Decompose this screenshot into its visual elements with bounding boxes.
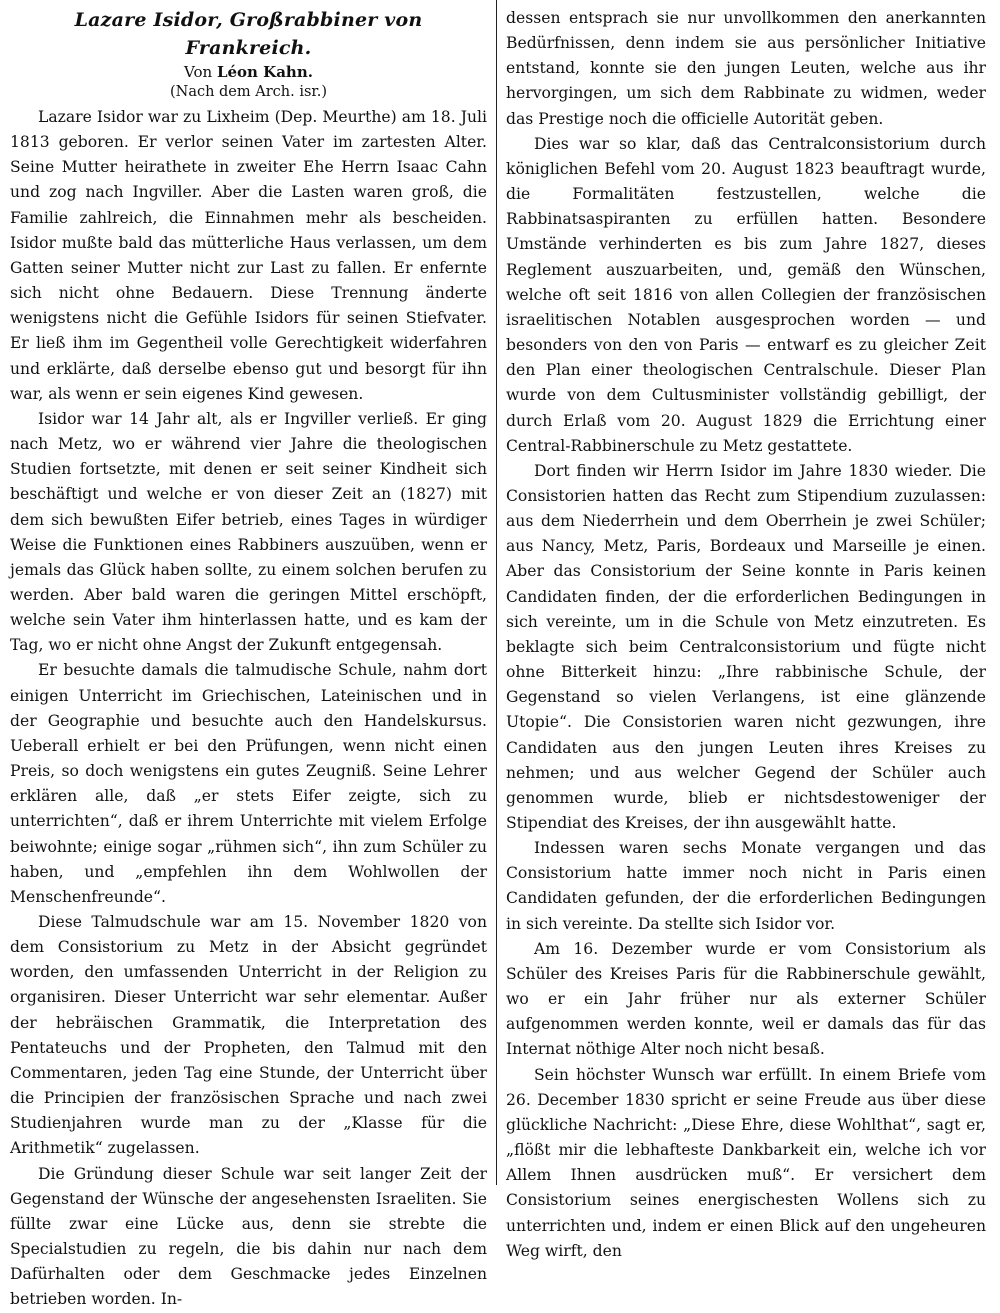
left-column bbox=[10, 6, 487, 1309]
paragraph: Dies war so klar, daß das Centralconsistorium durch königlichen Befehl vom 20. August 1823 beauftragt wurde, die Formalitäten festzustellen, welche die Rabbinatsaspiranten zu erfüllen hatten. Besondere Umstände verhinderten es bis zum Jahre 1827, dieses Reglement auszuarbeiten, und, gemäß den Wünschen, welche oft seit 1816 von allen Collegien der französischen israelitischen Notablen ausgesprochen worden — und besonders von den von Paris — entwarf es zu gleicher Zeit den Plan einer theologischen Centralschule. Dieser Plan wurde von dem Cultusminister vollständig gebilligt, der durch Erlaß vom 20. August 1829 die Errichtung einer Central-Rabbinerschule zu Metz gestattete. bbox=[506, 134, 986, 455]
paragraph: Diese Talmudschule war am 15. November 1820 von dem Consistorium zu Metz in der Absicht gegründet worden, den umfassenden Unterricht in der Religion zu organisiren. Dieser Unterricht war sehr elementar. Außer der hebräischen Grammatik, die Interpretation des Pentateuchs und der Propheten, den Talmud mit den Commentaren, jeden Tag eine Stunde, der Unterricht über die Principien der französischen Sprache und nach zwei Studienjahren wurde man zu der „Klasse für die Arithmetik“ zugelassen. bbox=[10, 913, 487, 1158]
right-column bbox=[506, 6, 986, 1260]
paragraph: Er besuchte damals die talmudische Schule, nahm dort einigen Unterricht im Griechischen, Lateinischen und in der Geographie und besuchte auch den Handelskursus. Ueberall erhielt er bei den Prüfungen, wenn nicht einen Preis, so doch wenigstens ein gutes Zeugniß. Seine Lehrer erklären alle, daß „er stets Eifer zeigte, sich zu unterrichten“, daß er ihrem Unterrichte mit vielem Erfolge beiwohnte; einige sogar „rühmen sich“, ihn zum Schüler zu haben, und „empfehlen ihn dem Wohlwollen der Menschenfreunde“. bbox=[10, 661, 487, 906]
paragraph: Am 16. Dezember wurde er vom Consistorium als Schüler des Kreises Paris für die Rabbinerschule gewählt, wo er ein Jahr früher nur als externer Schüler aufgenommen werden konnte, weil er damals das für das Internat nöthige Alter noch nicht besaß. bbox=[506, 939, 986, 1059]
paragraph: Die Gründung dieser Schule war seit langer Zeit der Gegenstand der Wünsche der angesehensten Israeliten. Sie füllte zwar eine Lücke aus, denn sie strebte die Specialstudien zu regeln, die bis dahin nur nach dem Dafürhalten oder dem Geschmacke jedes Einzelnen betrieben worden. In- bbox=[10, 1164, 487, 1309]
byline-prefix: Von bbox=[184, 63, 217, 81]
paragraph: Lazare Isidor war zu Lixheim (Dep. Meurthe) am 18. Juli 1813 geboren. Er verlor seinen Vater im zartesten Alter. Seine Mutter heirathete in zweiter Ehe Herrn Isaac Cahn und zog nach Ingviller. Aber die Lasten waren groß, die Familie zahlreich, die Einnahmen mehr als bescheiden. Isidor mußte bald das mütterliche Haus verlassen, um dem Gatten seiner Mutter nicht zur Last zu fallen. Er enfernte sich nicht ohne Bedauern. Diese Trennung änderte wenigstens nicht die Gefühle Isidors für seinen Stiefvater. Er ließ ihm im Gegentheil volle Gerechtigkeit widerfahren und erklärte, daß derselbe ebenso gut und besorgt für ihn war, als wenn er sein eigenes Kind gewesen. bbox=[10, 108, 487, 403]
article-title: Lazare Isidor, Großrabbiner von Frankreich. bbox=[74, 9, 423, 59]
column-divider bbox=[496, 0, 497, 1185]
paragraph: Dort finden wir Herrn Isidor im Jahre 1830 wieder. Die Consistorien hatten das Recht zum Stipendium zuzulassen: aus dem Niederrhein und dem Oberrhein je zwei Schüler; aus Nancy, Metz, Paris, Bordeaux und Marseille je einen. Aber das Consistorium der Seine konnte in Paris keinen Candidaten finden, der die erforderlichen Bedingungen in sich vereinte, um in die Schule von Metz einzutreten. Es beklagte sich beim Centralconsistorium und fügte nicht ohne Bitterkeit hinzu: „Ihre rabbinische Schule, der Gegenstand so vielen Verlangens, ist eine glänzende Utopie“. Die Consistorien waren nicht gezwungen, ihre Candidaten aus den jungen Leuten ihres Kreises zu nehmen; und aus welcher Gegend der Schüler auch genommen wurde, blieb er nichtsdestoweniger der Stipendiat des Kreises, der ihn ausgewählt hatte. bbox=[506, 461, 986, 832]
paragraph-continued: dessen entsprach sie nur unvollkommen den anerkannten Bedürfnissen, denn indem sie aus persönlicher Initiative entstand, konnte sie den jungen Leuten, welche aus ihr hervorgingen, um sich dem Rabbinate zu widmen, weder das Prestige noch die officielle Autorität geben. bbox=[506, 9, 986, 128]
paragraph: Indessen waren sechs Monate vergangen und das Consistorium hatte immer noch nicht in Paris einen Candidaten gefunden, der die erforderlichen Bedingungen in sich vereinte. Da stellte sich Isidor vor. bbox=[506, 839, 986, 933]
author-name: Léon Kahn. bbox=[216, 63, 313, 81]
article-source: (Nach dem Arch. isr.) bbox=[169, 84, 328, 100]
paragraph: Isidor war 14 Jahr alt, als er Ingviller verließ. Er ging nach Metz, wo er während vier Jahre die theologischen Studien fortsetzte, mit denen er seit seiner Kindheit sich beschäftigt und welche er von dieser Zeit an (1827) mit dem sich bewußten Eifer betrieb, eines Tages in würdiger Weise die Funktionen eines Rabbiners auszuüben, wenn er jemals das Glück haben sollte, zu einem solchen berufen zu werden. Aber bald waren die geringen Mittel erschöpft, welche sein Vater ihm hinterlassen hatte, und es kam der Tag, wo er nicht ohne Angst der Zukunft entgegensah. bbox=[10, 409, 487, 655]
article-byline bbox=[10, 62, 487, 82]
paragraph: Sein höchster Wunsch war erfüllt. In einem Briefe vom 26. December 1830 spricht er seine Freude aus über diese glückliche Nachricht: „Diese Ehre, diese Wohlthat“, sagt er, „flößt mir die lebhafteste Dankbarkeit ein, welche ich vor Allem Ihnen ausdrücken muß“. Er versichert dem Consistorium seines energischesten Wollens sich zu unterrichten und, indem er einen Blick auf den ungeheuren Weg wirft, den bbox=[506, 1065, 986, 1260]
